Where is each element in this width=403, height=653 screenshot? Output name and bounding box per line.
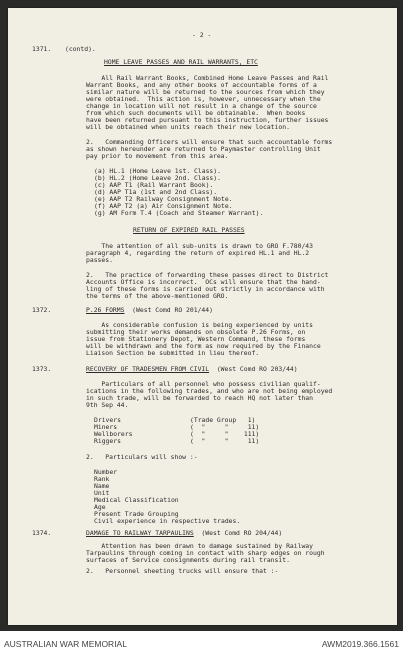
paragraph-number-1372: 1372. [32,306,52,314]
heading-p26-forms: P.26 FORMS [86,306,125,314]
text-line: change in location will not result in a change of the source [86,102,317,110]
text-line: Accounts Office is incorrect. OCs will ensure that the hand- [86,278,321,286]
trade-name: Miners [94,423,118,431]
text-line: Tarpaulins through coming in contact with sharp edges on rough [86,549,325,557]
trade-group: ( " " 111) [190,430,260,438]
text-line: have been returned pursuant to this instruction, further issues [86,116,329,124]
text-line: paragraph 4, regarding the return of expired HL.1 and HL.2 [86,249,310,257]
text-line: will be withdrawn and the form as now required by the Finance [86,342,321,350]
text-line: All Rail Warrant Books, Combined Home Leave Passes and Rail [86,74,329,82]
footer-institution: AUSTRALIAN WAR MEMORIAL [4,639,127,649]
reference-p26: (West Comd RO 201/44) [124,306,213,314]
reference-tradesmen: (West Comd RO 203/44) [209,365,298,373]
list-item: Number [94,468,118,476]
list-item: (g) AM Form T.4 (Coach and Steamer Warrant). [94,209,264,217]
text-line: The attention of all sub-units is drawn to GRO F.780/43 [86,242,314,250]
paragraph-sheeting-trucks: 2. Personnel sheeting trucks will ensure that :- [86,567,279,575]
archive-footer [0,631,403,653]
text-line: As considerable confusion is being experienced by units [86,321,314,329]
paragraph-number-1371: 1371. [32,45,52,53]
text-line: pay prior to movement from this area. [86,152,229,160]
text-line: submitting their works demands on obsolete P.26 Forms, on [86,328,306,336]
document-page [8,8,397,625]
list-item: (c) AAP T1 (Rail Warrant Book). [94,181,214,189]
footer-accession-number: AWM2019.366.1561 [321,639,399,649]
list-item: Age [94,503,106,511]
paragraph-number-1374: 1374. [32,529,52,537]
list-item: (f) AAP T2 (a) Air Consignment Note. [94,202,233,210]
text-line: in such trade, will be forwarded to reach HQ not later than [86,394,314,402]
text-line: similar nature will be returned to the sources from which they [86,88,325,96]
trade-name: Wellborers [94,430,133,438]
trade-name: Riggers [94,437,121,445]
text-line: 2. The practice of forwarding these passes direct to District [86,271,329,279]
trade-group: ( " " 11) [190,423,260,431]
heading-expired-rail-passes: RETURN OF EXPIRED RAIL PASSES [133,226,245,234]
text-line: ications in the following trades, and who are not being employed [86,387,333,395]
heading-home-leave-passes: HOME LEAVE PASSES AND RAIL WARRANTS, ETC [104,58,258,66]
text-line: were obtained. This action is, however, unnecessary when the [86,95,321,103]
paragraph-number-1373: 1373. [32,365,52,373]
reference-tarpaulins: (West Comd RO 204/44) [193,529,283,537]
list-item: Unit [94,489,110,497]
list-item: Present Trade Grouping [94,510,179,518]
text-line: will be obtained when units reach their new location. [86,123,290,131]
text-line: 2. Commanding Officers will ensure that such accountable forms [86,138,333,146]
heading-line-tarpaulins [86,530,282,537]
list-item: Name [94,482,110,490]
text-line: as shown hereunder are returned to Paymaster controlling Unit [86,145,321,153]
text-line: passes. [86,256,113,264]
text-line: surfaces of Service consignments during rail transit. [86,556,290,564]
heading-line-p26 [86,307,213,314]
trade-name: Drivers [94,416,121,424]
text-line: ling of these forms is carried out strictly in accordance with [86,285,325,293]
heading-damage-to-railway-tarpaulins: DAMAGE TO RAILWAY TARPAULINS [86,529,194,537]
text-line: from which such documents will be obtainable. When books [86,109,306,117]
page-number: - 2 - [192,31,212,39]
list-item: (d) AAP T1a (1st and 2nd Class). [94,188,218,196]
text-line: 9th Sep 44. [86,401,129,409]
list-item: (e) AAP T2 Railway Consignment Note. [94,195,233,203]
text-line: Particulars of all personnel who possess civilian qualif- [86,380,321,388]
text-line: Liaison Section be submitted in lieu thereof. [86,349,260,357]
list-item: (b) HL.2 (Home Leave 2nd. Class). [94,174,221,182]
paragraph-particulars-intro: 2. Particulars will show :- [86,453,198,461]
text-line: issue from Stationery Depot, Western Command, these forms [86,335,306,343]
text-line: the terms of the above-mentioned GRO. [86,292,229,300]
trade-group: ( " " 11) [190,437,260,445]
list-item: Rank [94,475,110,483]
heading-recovery-of-tradesmen: RECOVERY OF TRADESMEN FROM CIVIL [86,365,210,373]
list-item: Civil experience in respective trades. [94,517,241,525]
list-item: (a) HL.1 (Home Leave 1st. Class). [94,167,221,175]
list-item: Medical Classification [94,496,179,504]
heading-line-tradesmen [86,366,298,373]
text-line: Attention has been drawn to damage sustained by Railway [86,542,314,550]
text-line: Warrant Books, and any other books of accountable forms of a [86,81,317,89]
continued-label: (contd). [65,45,96,53]
trade-group: (Trade Group 1) [190,416,256,424]
